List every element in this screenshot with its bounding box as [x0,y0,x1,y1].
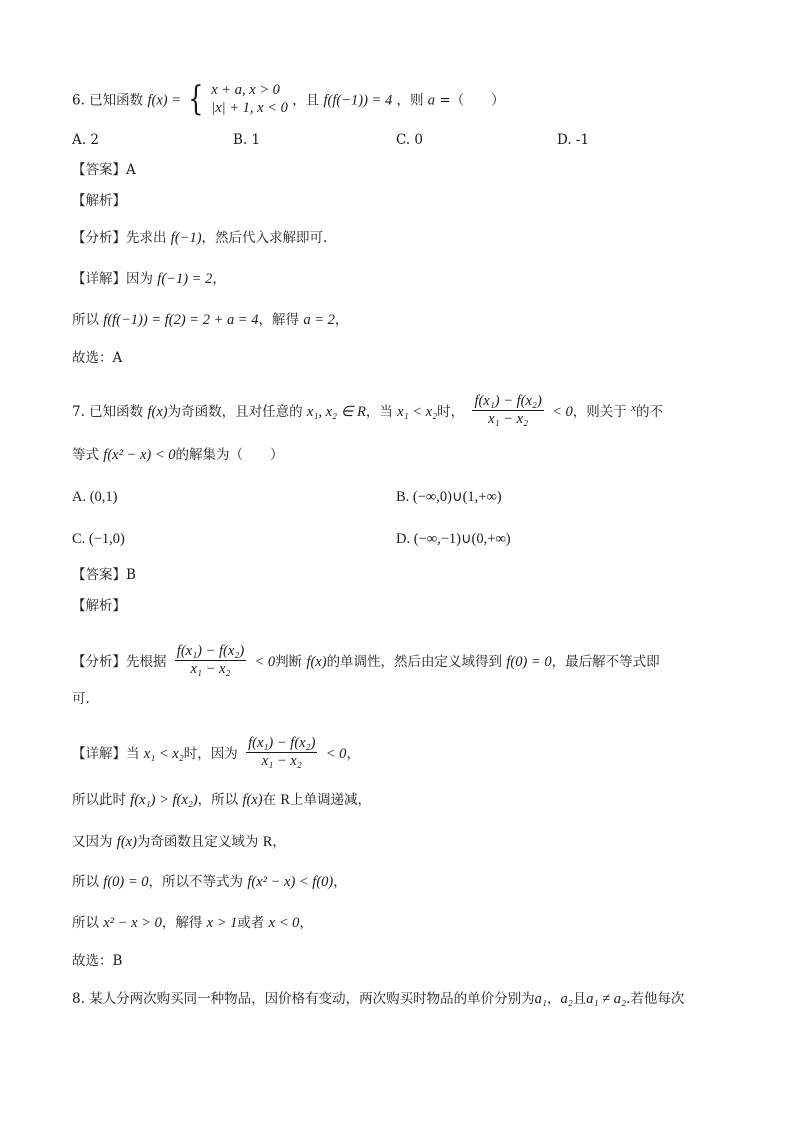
q7-fenxi-line2: 可. [72,691,90,707]
q7-xj4-ineq: f(x² − x) < f(0) [247,874,334,890]
brace-icon: { [188,79,204,119]
q7-xj2-R: R [280,792,291,808]
fenxi-tag: 【分析】 [72,654,126,670]
q6-xj2-post: ， [334,312,349,328]
q7-stem-c: 时， [437,404,465,420]
q7-xj2-fx: f(x) [242,792,263,808]
q7-fenxi-mid2: 的单调性，然后由定义域得到 [326,654,503,670]
q7-stem-e: 的不 [635,404,663,420]
q7-fenxi-mid: 判断 [275,654,303,670]
q7-xj3-fx: f(x) [116,834,137,850]
xiangjie-tag: 【详解】 [72,746,126,762]
q8-stem [72,990,684,1008]
q6-case1: x + a, x > 0 [211,82,280,98]
q6-option-d[interactable]: D. -1 [557,132,590,148]
q8-a1: a₁ [534,991,547,1007]
q7-lt0: < 0 [552,404,573,420]
q7-fenxi-fraction [175,643,246,678]
q6-xj2-mid: ，解得 [258,312,300,328]
q7-line2-post: 的解集为（ ） [175,447,284,463]
q6-option-b[interactable]: B. 1 [233,132,261,148]
q6-xj1-expr: f(−1) = 2 [157,271,213,287]
q6-option-c[interactable]: C. 0 [396,132,424,148]
q6-stem [72,79,505,119]
q7-xj3-mid: 为奇函数且定义域为 [136,834,259,850]
q7-xiangjie-1 [72,735,360,769]
q7-xj5-a: x > 1 [206,915,238,931]
q7-option-a[interactable]: A. (0,1) [72,489,118,505]
q7-frac-num: f(x₁) − f(x₂) [474,393,542,409]
q7-xj1-fraction [246,735,317,770]
q7-stem-b: ，当 [365,404,393,420]
q7-xj5-expr: x² − x > 0 [103,915,162,931]
q7-stem-line2 [72,446,284,464]
q7-fenxi-frac-num: f(x₁) − f(x₂) [176,643,245,659]
q6-blank: =（ ） [439,92,505,109]
q6-choose: 故选：A [72,350,123,366]
q8-sep: ， [546,991,561,1007]
q7-fenxi-fx: f(x) [306,654,327,670]
q7-xj5-b: x < 0 [268,915,300,931]
q6-function-def: f(x) = [147,92,181,109]
q7-xj4-post: ， [333,874,347,890]
q6-condition: f(f(−1)) = 4 [323,92,393,109]
q7-xj1-lt0: < 0 [325,746,347,762]
q7-fx: f(x) [147,404,168,420]
q7-xj2-mid: ，所以 [197,792,239,808]
q8-post: .若他每次 [626,991,685,1007]
q7-xj5-pre: 所以 [72,915,99,931]
q7-xj4-mid: ，所以不等式为 [148,874,244,890]
q6-fenxi-expr: f(−1) [170,230,202,246]
q7-xj1-post: ， [346,746,360,762]
q6-piecewise [185,81,288,117]
q7-xj1-frac-den: x₁ − x₂ [261,753,302,769]
q7-vars: x₁, x₂ ∈ R [306,404,366,420]
q7-xiangjie-4 [72,873,347,891]
q7-stem-a: 为奇函数，且对任意的 [167,404,303,420]
q7-xj2-pre: 所以此时 [72,792,126,808]
q6-xj1-post: ， [212,271,226,287]
q7-line2-pre: 等式 [72,447,99,463]
q7-option-d[interactable]: D. (−∞,−1)∪(0,+∞) [396,531,511,547]
q8-stem-pre: 8. 某人分两次购买同一种物品，因价格有变动，两次购买时物品的单价分别为 [72,991,535,1007]
q7-fenxi-frac-den: x₁ − x₂ [190,661,231,677]
q7-analysis-tag: 【解析】 [72,598,126,614]
q8-neq: a₁ ≠ a₂ [586,991,627,1007]
q7-stem-d: ，则关于 [572,404,627,420]
q7-xj3-post: ， [272,834,286,850]
q7-frac-den: x₁ − x₂ [488,411,529,427]
q6-fenxi-pre: 先求出 [126,230,167,246]
q6-option-a[interactable]: A. 2 [72,132,99,148]
q6-xj2-expr: f(f(−1)) = f(2) = 2 + a = 4 [103,312,259,328]
q6-cases [211,81,288,117]
q7-xj4-pre: 所以 [72,874,99,890]
q7-xj2-expr: f(x₁) > f(x₂) [130,792,198,808]
q6-analysis-tag: 【解析】 [72,193,126,209]
fenxi-tag: 【分析】 [72,230,126,246]
q7-xj5-post: ， [299,915,313,931]
q7-xiangjie-2 [72,791,371,809]
q7-choose: 故选：B [72,953,123,969]
q7-fraction [472,393,543,428]
q6-xiangjie-1 [72,270,226,288]
q7-answer: 【答案】B [72,567,136,583]
q6-mid: ，且 [292,92,320,109]
q7-xj2-post: 上单调递减， [290,792,372,808]
q7-stem-line1 [72,393,663,427]
q7-option-b[interactable]: B. (−∞,0)∪(1,+∞) [396,489,502,505]
q7-xiangjie-3 [72,833,286,851]
q7-option-c[interactable]: C. (−1,0) [72,531,125,547]
q7-xj1-pre: 当 [126,746,140,762]
q6-fenxi-post: ，然后代入求解即可. [201,230,328,246]
q7-xj3-R: R [262,834,273,850]
q7-xiangjie-5 [72,914,313,932]
q8-a2: a₂ [560,991,573,1007]
q6-xj2-res: a = 2 [303,312,335,328]
q6-answer: 【答案】A [72,162,136,178]
q6-stem-text: 6. 已知函数 [72,92,144,109]
q7-xj1-cmp: x₁ < x₂ [143,746,184,762]
q8-mid: 且 [572,991,587,1007]
q7-fenxi-lt0: < 0 [254,654,276,670]
xiangjie-tag: 【详解】 [72,271,126,287]
q7-fenxi-pre: 先根据 [126,654,167,670]
q6-fenxi [72,229,327,247]
q7-fenxi-line1 [72,643,660,677]
q7-xj1-mid: 时，因为 [183,746,238,762]
q7-xj5-or: 或者 [237,915,265,931]
q7-ineq: f(x² − x) < 0 [103,447,176,463]
q7-cmp: x₁ < x₂ [397,404,438,420]
q6-xj1-pre: 因为 [126,271,153,287]
q7-xj2-mid2: 在 [262,792,277,808]
q6-case2: |x| + 1, x < 0 [211,100,288,116]
q7-xj4-expr: f(0) = 0 [103,874,149,890]
q6-tail: ，则 [396,92,424,109]
q7-x: x [631,402,636,414]
q7-xj5-mid: ，解得 [161,915,203,931]
q7-stem-pre: 7. 已知函数 [72,404,144,420]
q6-var: a [427,92,436,109]
q6-xj2-pre: 所以 [72,312,99,328]
q6-xiangjie-2 [72,311,348,329]
q7-fenxi-post: ，最后解不等式即 [551,654,660,670]
q7-fenxi-f0: f(0) = 0 [506,654,552,670]
q7-xj1-frac-num: f(x₁) − f(x₂) [248,735,316,751]
q7-xj3-pre: 又因为 [72,834,113,850]
